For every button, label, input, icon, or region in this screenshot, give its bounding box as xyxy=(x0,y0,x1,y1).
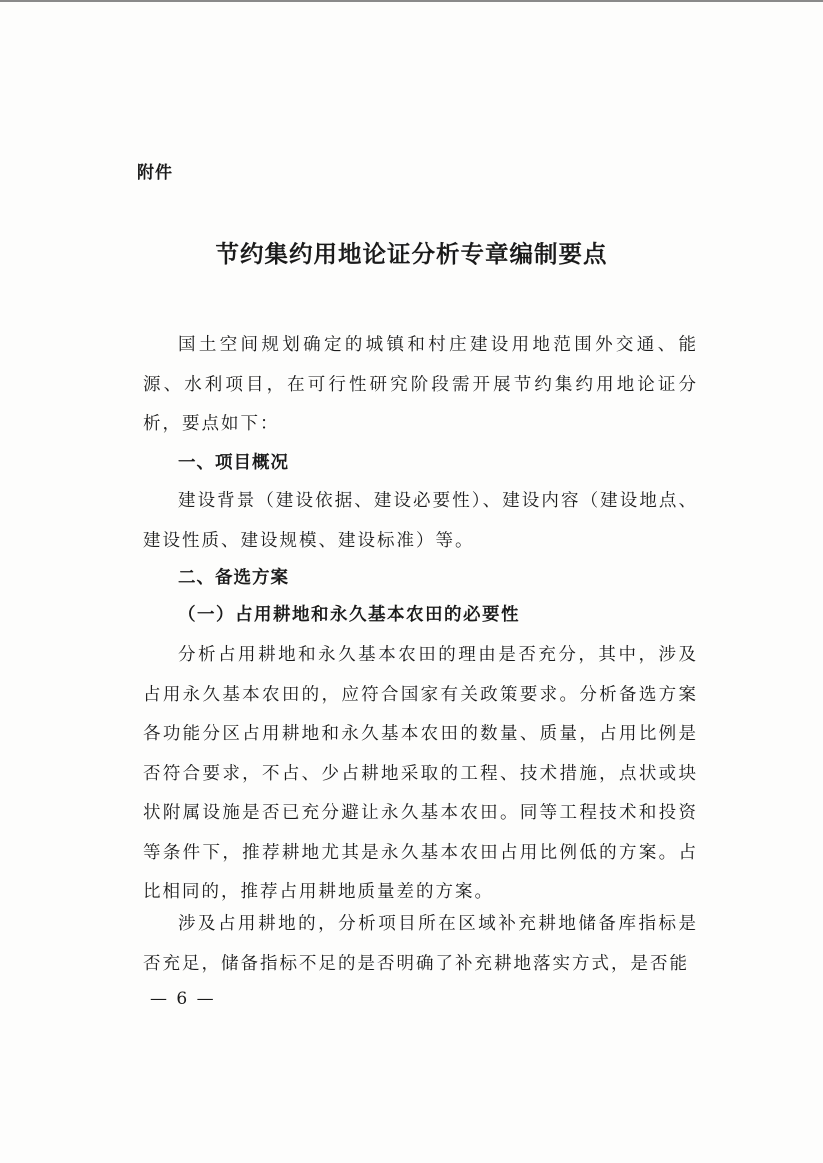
section-heading-project-overview: 一、项目概况 xyxy=(178,453,289,473)
subsection-heading-farmland-necessity: （一）占用耕地和永久基本农田的必要性 xyxy=(178,605,520,625)
intro-paragraph: 国土空间规划确定的城镇和村庄建设用地范围外交通、能源、水利项目，在可行性研究阶段需开展节约集约用地论证分析，要点如下： xyxy=(143,335,698,434)
scan-top-edge xyxy=(0,0,823,2)
section-body-project-overview: 建设背景（建设依据、建设必要性）、建设内容（建设地点、建设性质、建设规模、建设标准）等。 xyxy=(143,491,698,551)
page-number: — 6 — xyxy=(150,989,216,1009)
attachment-label: 附件 xyxy=(137,163,173,183)
page-title: 节约集约用地论证分析专章编制要点 xyxy=(215,240,608,268)
body-paragraph: 分析占用耕地和永久基本农田的理由是否充分，其中，涉及占用永久基本农田的，应符合国家有关政策要求。分析备选方案各功能分区占用耕地和永久基本农田的数量、质量，占用比例是否符合要求，不占、少占耕地采取的工程、技术措施，点状或块状附属设施是否已充分避让永久基本农田。同等工程技术和投资等条件下，推荐耕地尤其是永久基本农田占用比例低的方案。占比相同的，推荐占用耕地质量差的方案。 xyxy=(143,645,698,902)
body-paragraph: 涉及占用耕地的，分析项目所在区域补充耕地储备库指标是否充足，储备指标不足的是否明确了补充耕地落实方式，是否能 xyxy=(143,914,698,974)
section-heading-alternatives: 二、备选方案 xyxy=(178,568,289,588)
